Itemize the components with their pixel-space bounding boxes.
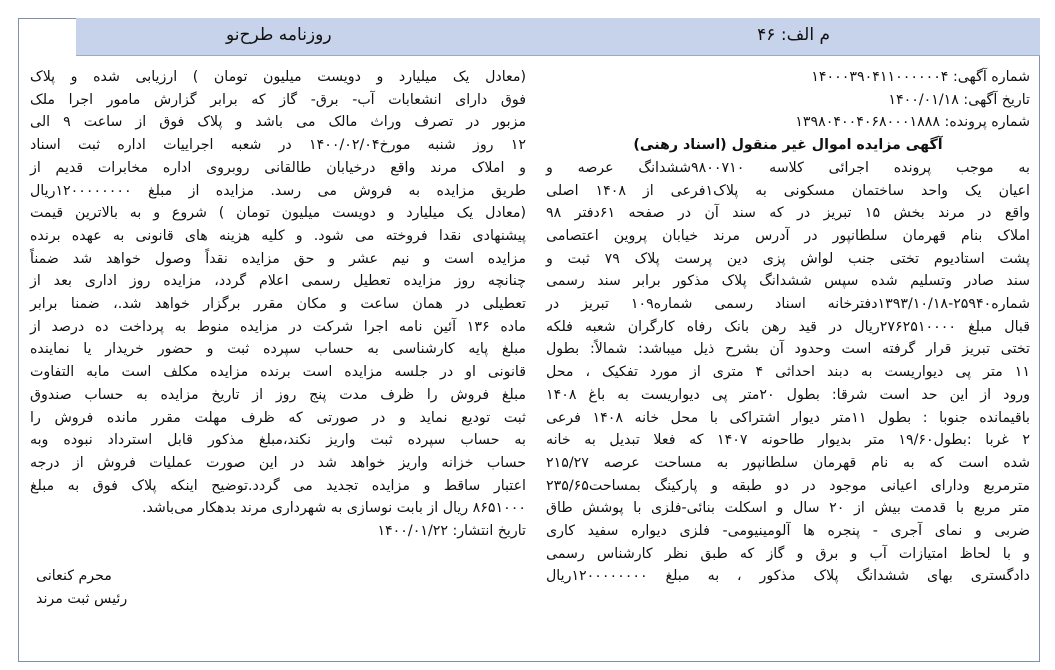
body-line: سند صادر وتسلیم شده سپس ششدانگ پلاک مذکور برابر سند رسمی [546, 273, 1030, 290]
ad-date: تاریخ آگهی: ۱۴۰۰/۰۱/۱۸ [888, 91, 1030, 108]
header-bar [76, 18, 1040, 56]
case-number: شماره پرونده: ۱۳۹۸۰۴۰۰۴۰۶۸۰۰۰۱۸۸۸ [795, 114, 1030, 131]
body-line: مزبور در تصرف وراث مالک می باشد و پلاک فوق از ساعت ۹ الی [30, 114, 526, 131]
body-line: ۱۲ روز شنبه مورخ۱۴۰۰/۰۲/۰۴ در شعبه اجراییات اداره ثبت اسناد [30, 137, 527, 154]
left-column [30, 66, 526, 611]
body-line: ماده ۱۳۶ آئین نامه اجرا شرکت در مزایده منوط به پرداخت ده درصد از [30, 318, 526, 335]
body-line: واقع در مرند بخش ۱۵ تبریز در که سند آن در صفحه ۶۱دفتر ۹۸ [546, 205, 1030, 222]
signatory-title: رئیس ثبت مرند [36, 591, 128, 608]
body-line: مزایده است و نیم عشر و حق مزایده نقداً وصول خواهد شد ضمناً [30, 250, 526, 267]
body-line: شماره۲۵۹۴۰-۱۳۹۳/۱۰/۱۸دفترخانه اسناد رسمی شماره۱۰۹ تبریز در [546, 296, 1030, 313]
body-line: ۱۱ متر پی دیواریست به دبند احداثی ۴ متری از مورد تفکیک ، محل [546, 364, 1030, 381]
body-line: طریق مزایده به فروش می رسد. مزایده از مبلغ ۱۲۰۰۰۰۰۰۰۰ریال [30, 182, 526, 199]
body-line: قانونی او در جلسه مزایده است برنده مزایده مکلف است مابه التفاوت [30, 364, 526, 381]
page-label: م الف: ۴۶ [757, 25, 830, 45]
body-line: و با لحاظ امتیازات آب و برق و گاز که طبق نظر کارشناس رسمی [546, 545, 1030, 562]
body-line: قبال مبلغ ۲۷۶۲۵۱۰۰۰۰ریال در قید رهن بانک رفاه کارگران شعبه فلکه [546, 318, 1030, 335]
body-line: ۲ غربا :بطول۱۹/۶۰ متر بدیوار طاحونه ۱۴۰۷ که فعلا تبدیل به خانه [546, 432, 1031, 449]
body-line: به حساب سپرده ثبت واریز نکند،مبلغ مذکور قابل استرداد نبوده وبه [30, 432, 526, 449]
body-line: املاک بنام قهرمان سلطانپور در آدرس مرند خیابان پروین اعتصامی [546, 227, 1030, 244]
body-line: مبلغ فروش را ظرف مدت پنج روز از تاریخ مزایده به حساب صندوق [30, 386, 526, 403]
body-line: حساب خزانه واریز خواهد شد در این صورت عملیات فروش از درجه [30, 454, 526, 471]
body-line: پشت استادیوم تختی جنب لواش پزی دین پرست پلاک ۷۹ ثبت و [546, 250, 1030, 267]
body-line: و املاک مرند واقع درخیابان طالقانی روبروی اداره مخابرات قدیم از [30, 159, 526, 176]
ad-title: آگهی مزایده اموال غیر منقول (اسناد رهنی) [633, 137, 943, 154]
body-line: (معادل یک میلیارد و دویست میلیون تومان ) شروع و به بالاترین قیمت [30, 205, 526, 222]
body-line: ۸۶۵۱۰۰۰ ریال از بابت نوسازی به شهرداری مرند بدهکار می‌باشد. [141, 500, 526, 517]
body-line: تعطیلی در همان ساعت و مکان مقرر برگزار خواهد شد.، ضمنا برابر [30, 296, 526, 313]
body-line: شده است که به نام قهرمان سلطانپور به مساحت عرصه ۲۱۵/۲۷ [546, 454, 1030, 471]
signatory-name: محرم کنعانی [36, 568, 112, 585]
body-line: دادگستری بهای ششدانگ پلاک مذکور ، به مبلغ ۱۲۰۰۰۰۰۰۰۰ریال [546, 568, 1030, 585]
body-line: ضربی و نمای آجری - پنجره ها آلومینیومی- فلزی دیواره سفید کاری [546, 523, 1030, 540]
body-line: تختی تبریز قرار گرفته است وحدود آن بشرح ذیل میباشد: شمالاً: بطول [546, 341, 1030, 358]
body-line: متر مربع با قدمت بیش از ۲۰ سال و اسکلت بنائی-فلزی با پوشش طاق [546, 500, 1030, 517]
body-line: ثبت تودیع نماید و در صورتی که ظرف مهلت مقرر مانده فروش را [30, 409, 526, 426]
body-line: باقیمانده جنوبا : بطول ۱۱متر دیوار اشتراکی با محل خانه ۱۴۰۸ فرعی [546, 409, 1030, 426]
body-line: اعتبار ساقط و مزایده تجدید می گردد.توضیح اینکه پلاک فوق به مبلغ [30, 477, 526, 494]
ad-number: شماره آگهی: ۱۴۰۰۰۳۹۰۴۱۱۰۰۰۰۰۰۴ [811, 69, 1030, 85]
body-line: مبلغ پایه کارشناسی به حساب سپرده ثبت و حضور خریدار یا نماینده [30, 341, 526, 358]
body-line: (معادل یک میلیارد و دویست میلیون تومان ) ارزیابی شده و پلاک [30, 69, 526, 85]
body-line: اعیان یک واحد ساختمان مسکونی به پلاک۱فرعی از ۱۴۰۸ اصلی [546, 182, 1030, 199]
body-line: چنانچه روز مزایده تعطیل رسمی اعلام گردد، مزایده روز اداری بعد از [30, 273, 526, 290]
newspaper-name: روزنامه طرح‌نو [226, 25, 332, 45]
body-line: به موجب پرونده اجرائی کلاسه ۹۸۰۰۷۱۰ششدانگ عرصه و [546, 159, 1030, 176]
publish-date: تاریخ انتشار: ۱۴۰۰/۰۱/۲۲ [377, 523, 526, 540]
body-line: پیشنهادی نقدا فروخته می شود. و کلیه هزینه های قانونی به عهده برنده [30, 227, 526, 244]
body-line: فوق دارای انشعابات آب- برق- گاز که برابر گزارش مامور اجرا ملک [30, 91, 526, 108]
spacer-line [30, 543, 526, 566]
right-column [546, 66, 1030, 588]
body-line: ورود از این حد است شرقا: بطول ۲۰متر پی دیواریست به باغ ۱۴۰۸ [546, 386, 1030, 403]
body-line: مترمربع ودارای اعیانی موجود در دو طبقه و پارکینگ بمساحت۲۳۵/۶۵ [546, 477, 1030, 494]
